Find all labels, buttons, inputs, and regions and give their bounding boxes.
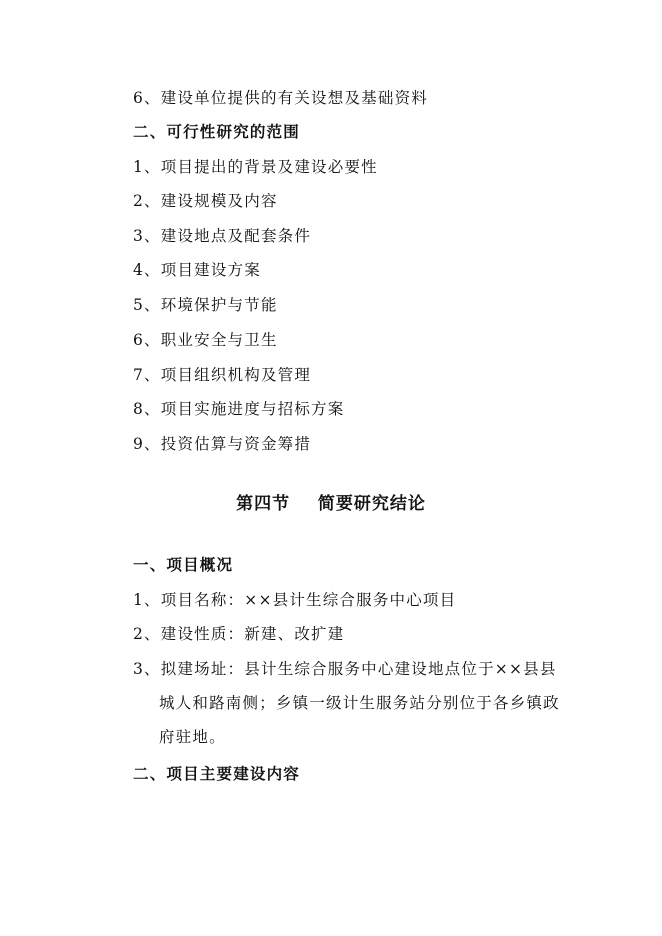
- overview-heading: 一、项目概况: [133, 555, 234, 574]
- scope-heading: 二、可行性研究的范围: [133, 122, 301, 141]
- scope-item-7: 7、项目组织机构及管理: [133, 366, 312, 384]
- overview-item-1: 1、项目名称：××县计生综合服务中心项目: [133, 591, 457, 609]
- overview-item-2: 2、建设性质：新建、改扩建: [133, 625, 345, 643]
- overview-item-3-line-2: 城人和路南侧；乡镇一级计生服务站分别位于各乡镇政: [159, 694, 560, 712]
- overview-item-3: [133, 652, 563, 754]
- scope-item-3: 3、建设地点及配套条件: [133, 227, 312, 245]
- scope-item-8: 8、项目实施进度与招标方案: [133, 400, 345, 418]
- main-content-heading: 二、项目主要建设内容: [133, 764, 301, 783]
- scope-item-2: 2、建设规模及内容: [133, 192, 278, 210]
- list-item-prev: 6、建设单位提供的有关设想及基础资料: [133, 89, 428, 107]
- scope-item-4: 4、项目建设方案: [133, 261, 261, 279]
- scope-item-5: 5、环境保护与节能: [133, 296, 278, 314]
- scope-item-1: 1、项目提出的背景及建设必要性: [133, 158, 378, 176]
- scope-item-9: 9、投资估算与资金筹措: [133, 435, 312, 453]
- section-title: 第四节 简要研究结论: [236, 494, 426, 514]
- overview-item-3-line-1: 3、拟建场址：县计生综合服务中心建设地点位于××县县: [133, 660, 557, 678]
- overview-item-3-line-3: 府驻地。: [159, 728, 226, 746]
- scope-item-6: 6、职业安全与卫生: [133, 331, 278, 349]
